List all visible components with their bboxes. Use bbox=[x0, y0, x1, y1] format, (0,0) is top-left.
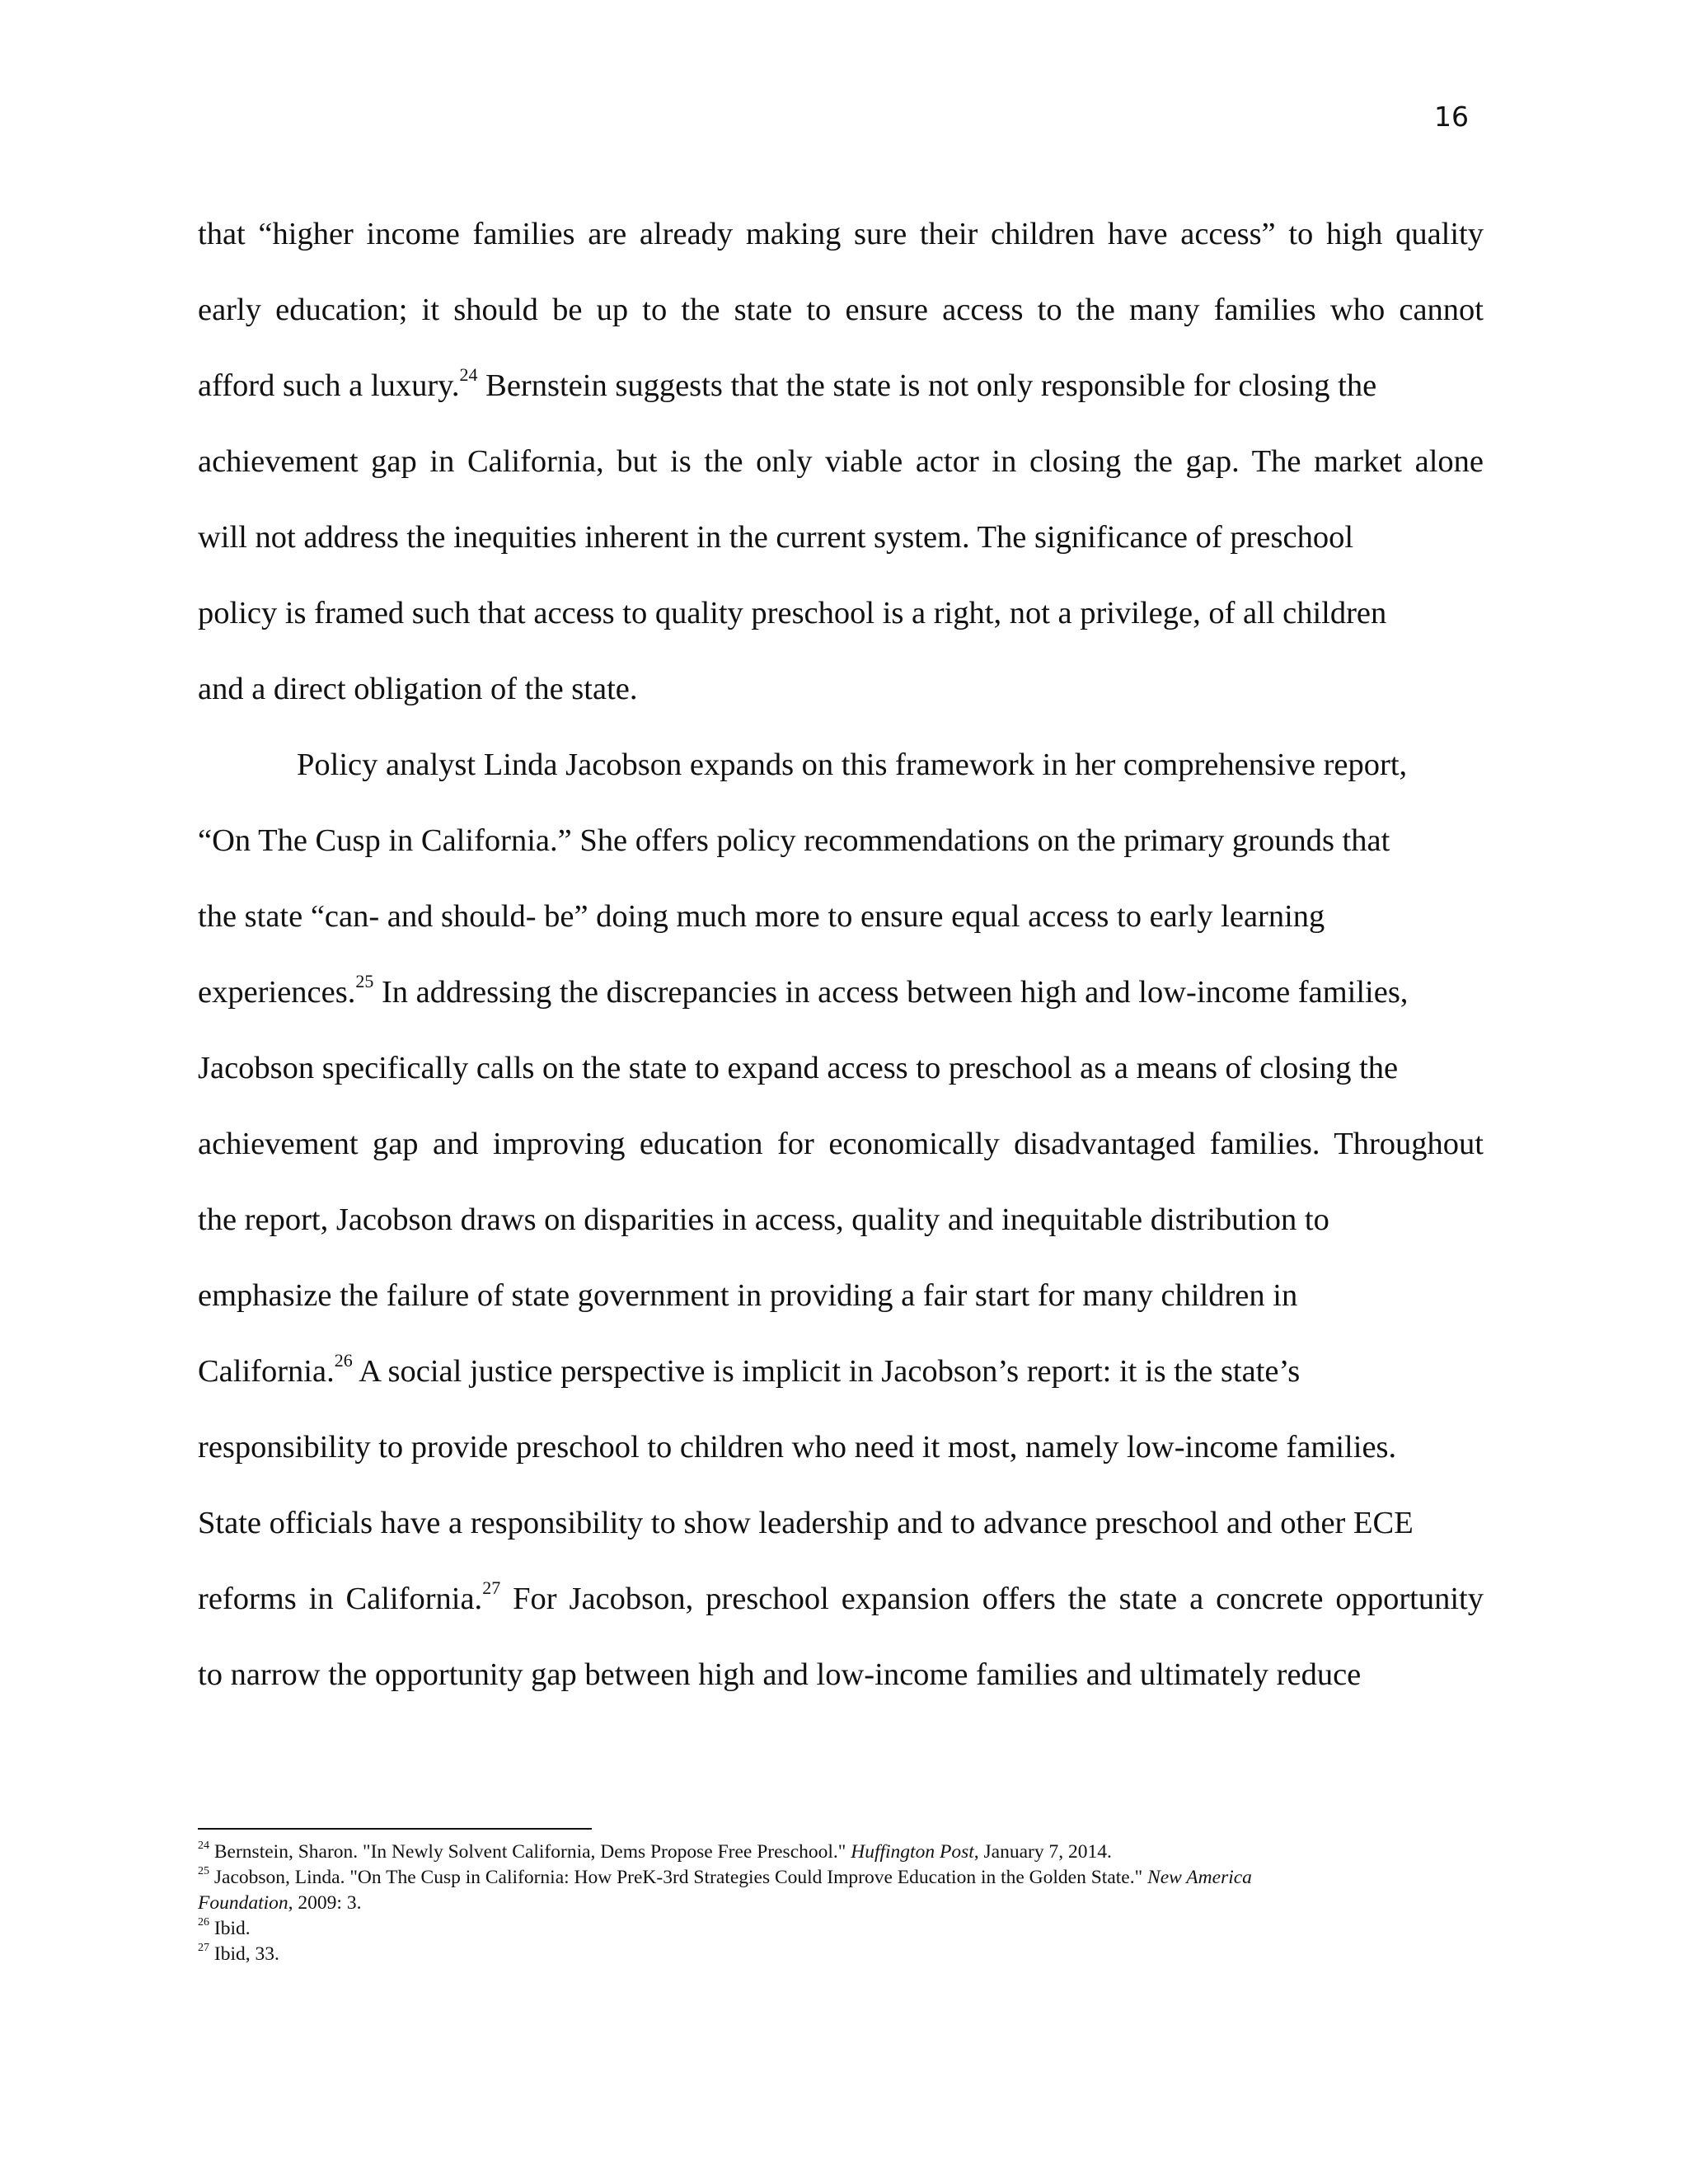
footnote-25-continued bbox=[198, 1891, 1484, 1916]
footnote-24 bbox=[198, 1840, 1484, 1865]
body-line: responsibility to provide preschool to children who need it most, namely low-income families. bbox=[198, 1430, 1397, 1465]
footnote-reference[interactable]: 26 bbox=[334, 1350, 353, 1371]
footnote-26 bbox=[198, 1916, 1484, 1942]
body-text bbox=[198, 196, 1484, 1713]
body-line bbox=[198, 1333, 1484, 1409]
footnote-separator bbox=[198, 1828, 592, 1830]
footnote-reference[interactable]: 24 bbox=[459, 364, 478, 386]
footnote-text: , 2009: 3. bbox=[288, 1892, 362, 1914]
body-line bbox=[198, 1561, 1484, 1637]
footnote-text: Jacobson, Linda. "On The Cusp in California: How PreK-3rd Strategies Could Improve Education in the Golden State." bbox=[209, 1867, 1148, 1888]
footnote-number: 24 bbox=[198, 1840, 209, 1853]
body-line: Jacobson specifically calls on the state to expand access to preschool as a means of closing the bbox=[198, 1051, 1399, 1085]
footnote-italic: New America bbox=[1147, 1867, 1252, 1888]
body-line: achievement gap in California, but is the only viable actor in closing the gap. The market alone bbox=[198, 444, 1484, 479]
body-line: policy is framed such that access to quality preschool is a right, not a privilege, of all children bbox=[198, 596, 1387, 630]
body-line bbox=[198, 954, 1484, 1030]
body-text-fragment: experiences. bbox=[198, 975, 356, 1010]
page-number: 16 bbox=[1434, 101, 1469, 133]
footnote-text: Bernstein, Sharon. "In Newly Solvent California, Dems Propose Free Preschool." bbox=[209, 1841, 851, 1863]
body-line: will not address the inequities inherent in the current system. The significance of preschool bbox=[198, 520, 1354, 555]
body-text-fragment: reforms in California. bbox=[198, 1582, 483, 1616]
footnote-25 bbox=[198, 1865, 1484, 1891]
body-text-fragment: For Jacobson, preschool expansion offers the state a concrete opportunity bbox=[500, 1582, 1484, 1616]
footnote-number: 27 bbox=[198, 1942, 209, 1955]
body-text-fragment: In addressing the discrepancies in access between high and low-income families, bbox=[373, 975, 1409, 1010]
body-line: that “higher income families are already making sure their children have access” to high quality bbox=[198, 217, 1484, 251]
footnote-27 bbox=[198, 1942, 1484, 1967]
body-line: “On The Cusp in California.” She offers policy recommendations on the primary grounds that bbox=[198, 823, 1390, 858]
footnote-number: 26 bbox=[198, 1916, 209, 1929]
body-line: and a direct obligation of the state. bbox=[198, 672, 638, 706]
body-text-fragment: Bernstein suggests that the state is not only responsible for closing the bbox=[477, 368, 1377, 403]
footnotes bbox=[198, 1840, 1484, 1967]
footnote-reference[interactable]: 25 bbox=[355, 971, 374, 992]
body-line: Policy analyst Linda Jacobson expands on this framework in her comprehensive report, bbox=[297, 748, 1408, 782]
footnote-text: Ibid. bbox=[209, 1918, 251, 1939]
body-line: the report, Jacobson draws on disparities in access, quality and inequitable distribution to bbox=[198, 1202, 1329, 1237]
body-line: the state “can- and should- be” doing much more to ensure equal access to early learning bbox=[198, 899, 1325, 934]
body-line: State officials have a responsibility to show leadership and to advance preschool and other ECE bbox=[198, 1506, 1414, 1540]
footnote-text: , January 7, 2014. bbox=[973, 1841, 1112, 1863]
body-line: achievement gap and improving education for economically disadvantaged families. Throughout bbox=[198, 1127, 1484, 1161]
body-line: early education; it should be up to the state to ensure access to the many families who cannot bbox=[198, 293, 1484, 327]
footnote-reference[interactable]: 27 bbox=[482, 1577, 501, 1599]
body-line bbox=[198, 348, 1484, 424]
footnote-italic: Huffington Post bbox=[851, 1841, 974, 1863]
footnote-number: 25 bbox=[198, 1865, 209, 1878]
footnote-text: Ibid, 33. bbox=[209, 1943, 279, 1965]
body-line: to narrow the opportunity gap between high and low-income families and ultimately reduce bbox=[198, 1657, 1362, 1692]
body-line: emphasize the failure of state government in providing a fair start for many children in bbox=[198, 1278, 1298, 1313]
footnote-italic: Foundation bbox=[198, 1892, 288, 1914]
body-text-fragment: California. bbox=[198, 1354, 335, 1389]
body-text-fragment: afford such a luxury. bbox=[198, 368, 460, 403]
body-text-fragment: A social justice perspective is implicit in Jacobson’s report: it is the state’s bbox=[352, 1354, 1301, 1389]
